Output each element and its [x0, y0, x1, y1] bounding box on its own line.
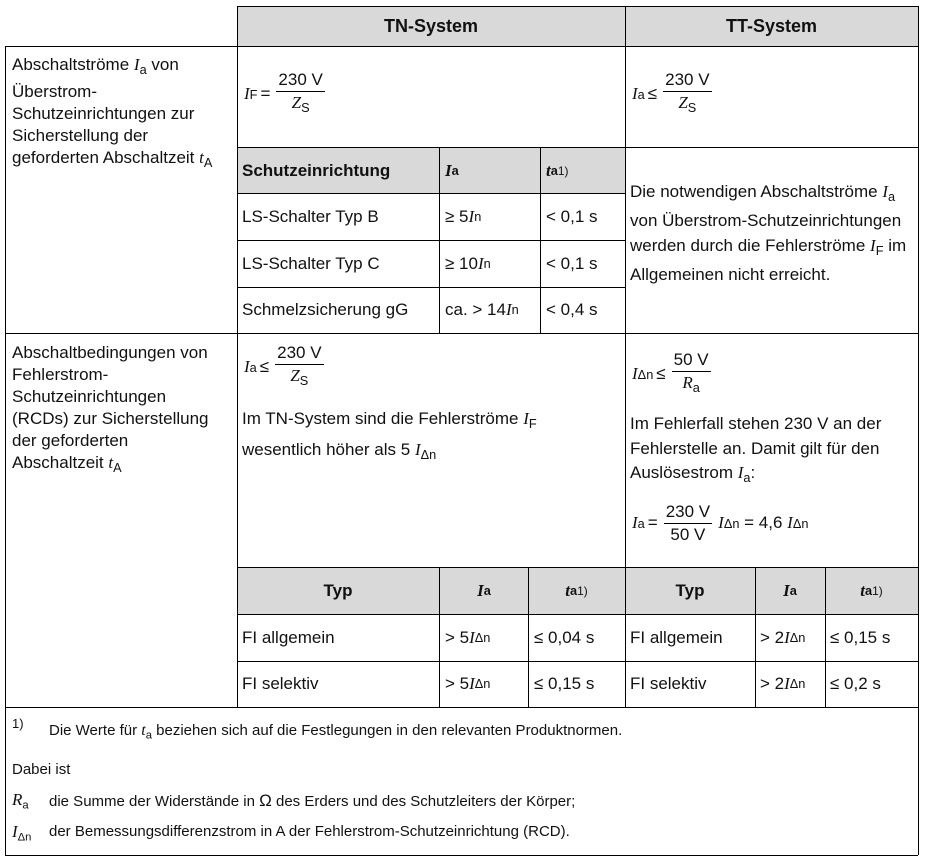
header-tt-system [625, 6, 918, 46]
table-row: LS-Schalter Typ C [242, 253, 380, 273]
header-tt-label: TT-System [725, 15, 818, 36]
row2-tn-formula: I a ≤ $\frac{230 V}{Z_S}$ [244, 343, 322, 388]
grid-line [237, 287, 625, 288]
grid-line [237, 567, 918, 568]
header-tn-label: TN-System [383, 15, 479, 36]
table-cell-ta: < 0,1 s [546, 253, 598, 273]
footnote-def-text: die Summe der Widerstände in Ω des Erders und des Schutzleiters der Körper; [49, 791, 576, 810]
table-cell-ta: ≤ 0,15 s [830, 627, 891, 647]
rcd-header-ta-tn: t a 1) [565, 581, 588, 600]
tn-table-header-ia: I a [445, 160, 459, 180]
grid-line [237, 193, 625, 194]
grid-line [237, 661, 918, 662]
grid-line [625, 6, 626, 707]
grid-line [825, 567, 826, 707]
table-row: FI allgemein [630, 627, 723, 647]
table-cell-ta: < 0,4 s [546, 300, 598, 319]
table-row: Schmelzsicherung gG [242, 300, 409, 319]
table-cell-ia: ≥ 5 I n [445, 206, 482, 226]
tn-table-header-ta: t a 1) [546, 160, 569, 180]
row2-tn-text: Im TN-System sind die Fehlerströme $I_F$ wesentlich höher als 5 $I_{\Delta n}$ [242, 409, 537, 462]
grid-line [237, 6, 238, 707]
table-row: FI selektiv [242, 674, 319, 693]
table-cell-ta: ≤ 0,04 s [534, 627, 595, 647]
table-cell-ia: ≥ 10 I n [445, 253, 491, 273]
tn-table-header-device: Schutzeinrichtung [242, 160, 391, 180]
row1-tt-note: Die notwendigen Abschaltströme $I_a$ von Überstrom-Schutzeinrichtungen werden durch die Fehlerströme $I_F$ im Allgemeinen nicht erreicht. [630, 182, 907, 285]
grid-line [5, 707, 918, 708]
rcd-header-typ-tt: Typ [675, 581, 705, 600]
table-row: FI allgemein [242, 627, 335, 647]
footnote-text: Die Werte für $t_a$ beziehen sich auf die Festlegungen in den relevanten Produktnormen. [49, 722, 623, 742]
table-row: LS-Schalter Typ B [242, 206, 379, 226]
grid-line [918, 6, 919, 855]
grid-line [528, 567, 529, 707]
rcd-header-ia-tt: I a [783, 581, 797, 600]
table-cell-ia: > 2 I Δn [760, 627, 806, 647]
grid-line [439, 147, 440, 333]
table-cell-ia: > 5 I Δn [445, 627, 491, 647]
grid-line [439, 567, 440, 707]
rcd-header-ia-tn: I a [477, 581, 491, 600]
rcd-header-ta-tt: t a 1) [860, 581, 883, 600]
header-tn-system [237, 6, 625, 46]
grid-line [237, 147, 918, 148]
row1-tt-formula: I a ≤ $\frac{230 V}{Z_S}$ [632, 70, 710, 115]
footnote-def-symbol: $R_a$ [12, 790, 29, 812]
row2-tt-text: Im Fehlerfall stehen 230 V an der Fehlerstelle an. Damit gilt für den Auslösestrom $I_a$: [630, 414, 882, 485]
grid-line [5, 46, 918, 47]
rcd-header-typ-tn: Typ [323, 581, 353, 600]
footnote-def-text: der Bemessungsdifferenzstrom in A der Fehlerstrom-Schutzeinrichtung (RCD). [49, 823, 570, 840]
grid-line [5, 46, 6, 855]
grid-line [540, 147, 541, 333]
table-cell-ta: ≤ 0,15 s [534, 674, 595, 693]
table-cell-ta: ≤ 0,2 s [830, 674, 881, 693]
table-cell-ta: < 0,1 s [546, 206, 598, 226]
table-cell-ia: > 2 I Δn [760, 674, 806, 693]
row2-tt-formula: I Δn ≤ $\frac{50 V}{R_a}$ [632, 350, 709, 395]
row1-tn-formula: I F = $\frac{230 V}{Z_S}$ [244, 70, 323, 115]
grid-line [5, 333, 918, 334]
row2-tt-formula2: I a = $\frac{230 V}{50 V}$ I Δn = 4,6 I Δn [632, 501, 809, 544]
table-cell-ia: > 5 I Δn [445, 674, 491, 693]
footnote-dabei: Dabei ist [12, 761, 71, 778]
grid-line [237, 240, 625, 241]
grid-line [755, 567, 756, 707]
footnote-def-symbol: $I_{\Delta n}$ [12, 822, 32, 844]
table-cell-ia: ca. > 14 I n [445, 300, 519, 319]
grid-line [237, 614, 918, 615]
grid-line [237, 6, 918, 7]
row2-label: Abschaltbedingungen von Fehlerstrom-Schutzeinrichtungen (RCDs) zur Sicherstellung der geforderten Abschaltzeit $t_A$ [12, 343, 209, 475]
grid-line [5, 855, 918, 856]
footnote-mark: 1) [12, 716, 24, 731]
table-row: FI selektiv [630, 674, 707, 693]
row1-label: Abschaltströme $I_a$ von Überstrom-Schutzeinrichtungen zur Sicherstellung der geforderten Abschaltzeit $t_A$ [12, 55, 213, 170]
